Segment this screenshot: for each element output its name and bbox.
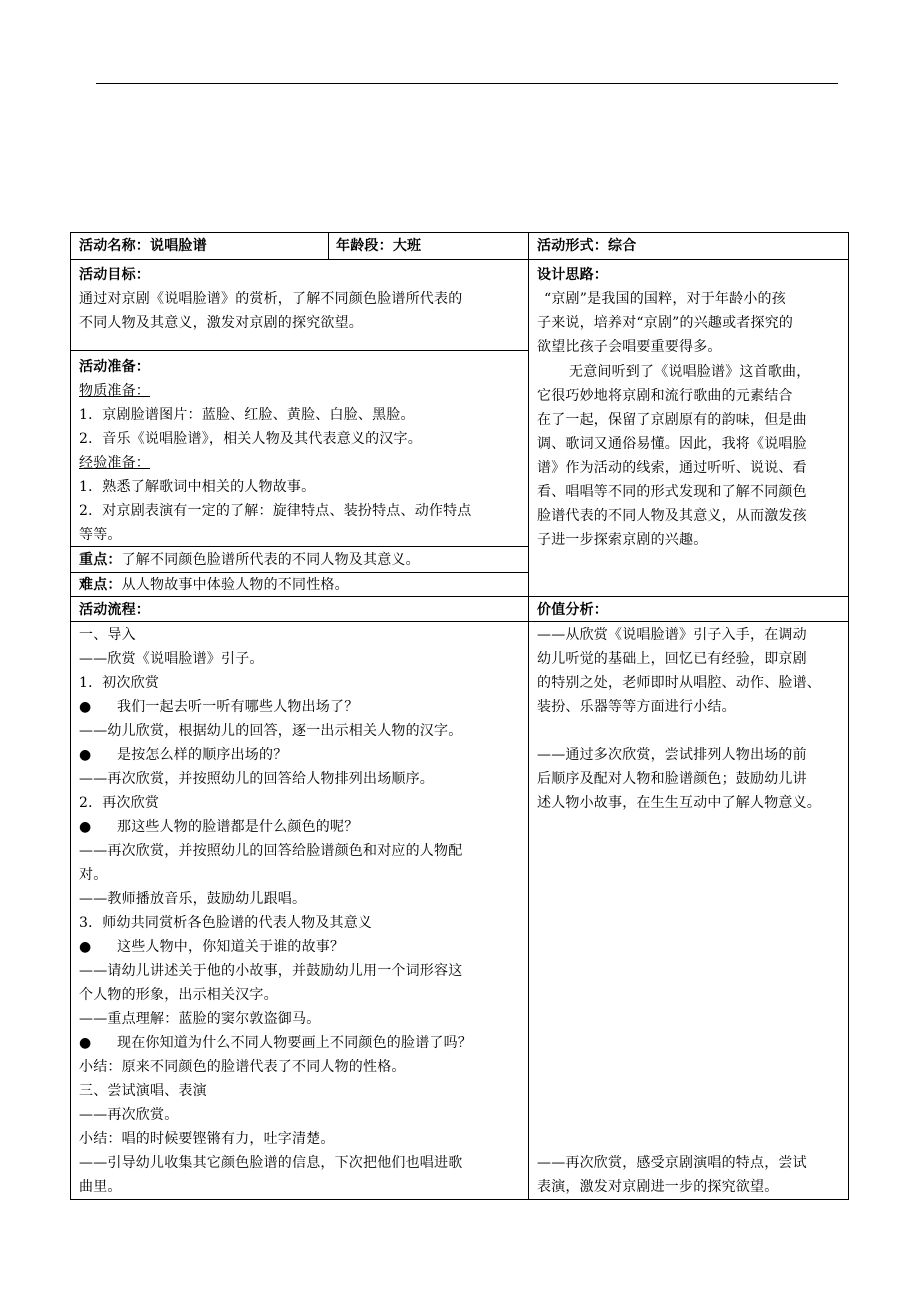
process-line: 小结：原来不同颜色的脸谱代表了不同人物的性格。 — [79, 1059, 406, 1075]
value-line: 装扮、乐器等等方面进行小结。 — [537, 699, 736, 715]
process-line: ——幼儿欣赏，根据幼儿的回答，逐一出示相关人物的汉字。 — [79, 723, 463, 739]
value-line: 述人物小故事，在生生互动中了解人物意义。 — [537, 795, 821, 811]
process-line: ——再次欣赏。 — [79, 1107, 179, 1123]
experience-item: 等等。 — [79, 527, 122, 543]
process-bullet-line: ● 是按怎么样的顺序出场的？ — [79, 747, 288, 763]
process-line: 一、导入 — [79, 627, 136, 643]
design-line: 看、唱唱等不同的形式发现和了解不同颜色 — [537, 484, 807, 500]
goal-line: 不同人物及其意义，激发对京剧的探究欲望。 — [79, 315, 363, 331]
process-line: 2．再次欣赏 — [79, 795, 160, 811]
process-line: 曲里。 — [79, 1179, 122, 1195]
prep-title: 活动准备： — [79, 359, 150, 375]
process-line: ——重点理解：蓝脸的窦尔敦盗御马。 — [79, 1011, 321, 1027]
experience-item: 1．熟悉了解歌词中相关的人物故事。 — [79, 479, 316, 495]
process-bullet-line: ● 现在你知道为什么不同人物要画上不同颜色的脸谱了吗？ — [79, 1035, 472, 1051]
value-line: 幼儿听觉的基础上，回忆已有经验，即京剧 — [537, 651, 807, 667]
value-line: 的特别之处，老师即时从唱腔、动作、脸谱、 — [537, 675, 821, 691]
process-line: 1．初次欣赏 — [79, 675, 160, 691]
material-item: 1．京剧脸谱图片：蓝脸、红脸、黄脸、白脸、黑脸。 — [79, 407, 415, 423]
process-line: 个人物的形象，出示相关汉字。 — [79, 987, 278, 1003]
design-line: 它很巧妙地将京剧和流行歌曲的元素结合 — [537, 388, 793, 404]
material-item: 2．音乐《说唱脸谱》，相关人物及其代表意义的汉字。 — [79, 431, 422, 447]
value-line: ——从欣赏《说唱脸谱》引子入手，在调动 — [537, 627, 807, 643]
process-line: ——再次欣赏，并按照幼儿的回答给人物排列出场顺序。 — [79, 771, 434, 787]
goal-title: 活动目标： — [79, 267, 150, 283]
difficulty-point: 难点：从人物故事中体验人物的不同性格。 — [79, 577, 349, 593]
process-line: ——教师播放音乐，鼓励幼儿跟唱。 — [79, 891, 307, 907]
design-line: 无意间听到了《说唱脸谱》这首歌曲， — [569, 364, 811, 380]
process-bullet-line: ● 我们一起去听一听有哪些人物出场了？ — [79, 699, 359, 715]
process-line: 3．师幼共同赏析各色脸谱的代表人物及其意义 — [79, 915, 373, 931]
activity-name: 活动名称：说唱脸谱 — [79, 238, 207, 254]
header-rule — [96, 83, 838, 84]
process-line: 三、尝试演唱、表演 — [79, 1083, 207, 1099]
experience-title: 经验准备： — [79, 455, 150, 471]
value-line: 后顺序及配对人物和脸谱颜色；鼓励幼儿讲 — [537, 771, 807, 787]
value-line: ——再次欣赏，感受京剧演唱的特点，尝试 — [537, 1155, 807, 1171]
process-bullet-line: ● 那这些人物的脸谱都是什么颜色的呢？ — [79, 819, 359, 835]
process-line: ——欣赏《说唱脸谱》引子。 — [79, 651, 264, 667]
process-line: ——请幼儿讲述关于他的小故事，并鼓励幼儿用一个词形容这 — [79, 963, 463, 979]
design-line: 谱》作为活动的线索，通过听听、说说、看 — [537, 460, 807, 476]
process-bullet-line: ● 这些人物中，你知道关于谁的故事？ — [79, 939, 345, 955]
process-line: ——引导幼儿收集其它颜色脸谱的信息，下次把他们也唱进歌 — [79, 1155, 463, 1171]
activity-form: 活动形式：综合 — [537, 238, 637, 254]
value-line: ——通过多次欣赏，尝试排列人物出场的前 — [537, 747, 807, 763]
process-line: 小结：唱的时候要铿锵有力，吐字清楚。 — [79, 1131, 335, 1147]
goal-line: 通过对京剧《说唱脸谱》的赏析，了解不同颜色脸谱所代表的 — [79, 291, 463, 307]
design-line: 脸谱代表的不同人物及其意义，从而激发孩 — [537, 508, 807, 524]
material-title: 物质准备： — [79, 383, 150, 399]
value-line: 表演，激发对京剧进一步的探究欲望。 — [537, 1179, 779, 1195]
design-line: 在了一起，保留了京剧原有的韵味，但是曲 — [537, 412, 807, 428]
process-title: 活动流程： — [79, 602, 150, 618]
value-title: 价值分析： — [537, 602, 608, 618]
experience-item: 2．对京剧表演有一定的了解：旋律特点、装扮特点、动作特点 — [79, 503, 472, 519]
age-group: 年龄段：大班 — [336, 238, 422, 254]
design-line: “京剧”是我国的国粹，对于年龄小的孩 — [544, 291, 786, 307]
design-line: 子来说，培养对“京剧”的兴趣或者探究的 — [537, 315, 794, 331]
design-line: 欲望比孩子会唱要重要得多。 — [537, 339, 722, 355]
design-title: 设计思路： — [537, 267, 608, 283]
process-line: ——再次欣赏，并按照幼儿的回答给脸谱颜色和对应的人物配 — [79, 843, 463, 859]
design-line: 调、歌词又通俗易懂。因此，我将《说唱脸 — [537, 436, 807, 452]
design-line: 子进一步探索京剧的兴趣。 — [537, 532, 708, 548]
key-point: 重点：了解不同颜色脸谱所代表的不同人物及其意义。 — [79, 552, 420, 568]
process-line: 对。 — [79, 867, 108, 883]
